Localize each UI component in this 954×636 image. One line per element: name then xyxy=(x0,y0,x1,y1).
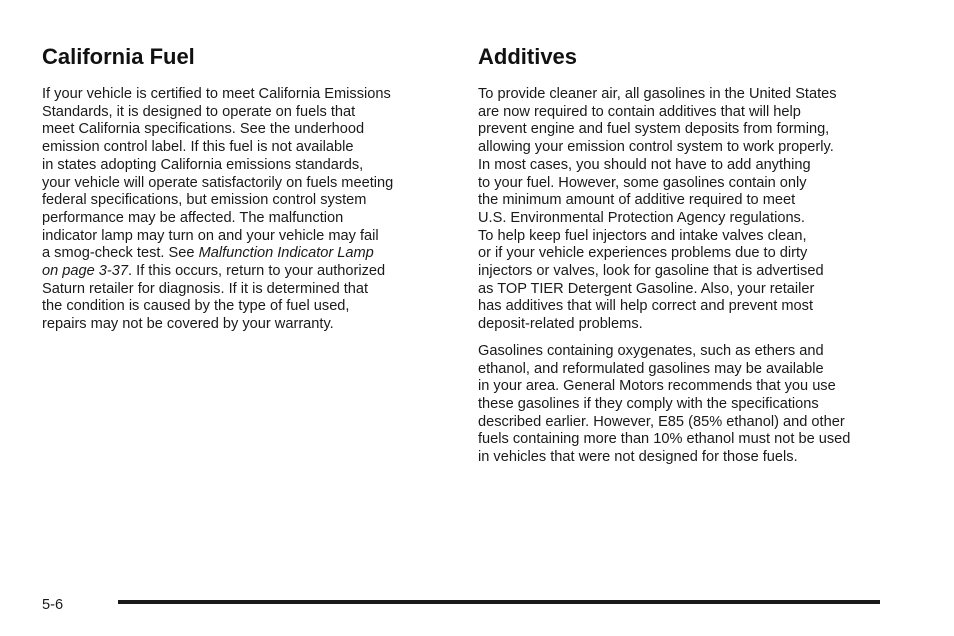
text-line: injectors or valves, look for gasoline that is advertised xyxy=(478,263,824,280)
left-column xyxy=(42,44,442,334)
text-line: in your area. General Motors recommends that you use xyxy=(478,378,836,395)
text-line: described earlier. However, E85 (85% ethanol) and other xyxy=(478,413,845,430)
text-line: If your vehicle is certified to meet California Emissions xyxy=(42,86,391,102)
text-line: federal specifications, but emission control system xyxy=(42,192,367,209)
text-line: Standards, it is designed to operate on fuels that xyxy=(42,103,356,120)
reference-lead-text: a smog-check test. See xyxy=(42,245,199,262)
text-line: in vehicles that were not designed for those fuels. xyxy=(478,449,798,466)
text-line: repairs may not be covered by your warranty. xyxy=(42,316,334,333)
text-line: are now required to contain additives that will help xyxy=(478,103,801,120)
right-column xyxy=(478,44,888,467)
text-line: Saturn retailer for diagnosis. If it is determined that xyxy=(42,280,369,297)
section-heading-california-fuel: California Fuel xyxy=(42,44,195,69)
reference-trail-text: . If this occurs, return to your authorized xyxy=(128,263,386,280)
text-line: your vehicle will operate satisfactorily on fuels meeting xyxy=(42,174,394,191)
text-line: prevent engine and fuel system deposits from forming, xyxy=(478,121,830,138)
text-line: these gasolines if they comply with the specifications xyxy=(478,395,819,412)
cross-reference-link[interactable]: Malfunction Indicator Lamp xyxy=(198,245,374,262)
text-line: performance may be affected. The malfunction xyxy=(42,209,344,226)
page-number: 5-6 xyxy=(42,597,64,613)
text-line: or if your vehicle experiences problems due to dirty xyxy=(478,245,808,262)
text-line: U.S. Environmental Protection Agency regulations. xyxy=(478,209,805,226)
text-line: the minimum amount of additive required to meet xyxy=(478,192,796,209)
california-fuel-paragraph xyxy=(42,86,442,334)
text-line-with-reference xyxy=(42,263,442,281)
text-line: In most cases, you should not have to add anything xyxy=(478,156,811,173)
section-heading-additives: Additives xyxy=(478,44,578,69)
additives-paragraph-2 xyxy=(478,343,888,467)
text-line: Gasolines containing oxygenates, such as ethers and xyxy=(478,342,824,359)
text-line: To help keep fuel injectors and intake valves clean, xyxy=(478,227,807,244)
text-line: in states adopting California emissions standards, xyxy=(42,156,364,173)
text-line: to your fuel. However, some gasolines contain only xyxy=(478,174,807,191)
text-line-with-reference xyxy=(42,245,442,263)
text-line: meet California specifications. See the underhood xyxy=(42,121,365,138)
text-line: deposit-related problems. xyxy=(478,316,643,333)
text-line: the condition is caused by the type of fuel used, xyxy=(42,298,350,315)
text-line: indicator lamp may turn on and your vehicle may fail xyxy=(42,227,379,244)
text-line: To provide cleaner air, all gasolines in the United States xyxy=(478,86,837,102)
footer-rule xyxy=(118,600,880,604)
text-line: emission control label. If this fuel is not available xyxy=(42,139,354,156)
text-line: ethanol, and reformulated gasolines may be available xyxy=(478,360,824,377)
text-line: has additives that will help correct and prevent most xyxy=(478,298,814,315)
cross-reference-page[interactable]: on page 3-37 xyxy=(42,263,129,280)
text-line: as TOP TIER Detergent Gasoline. Also, your retailer xyxy=(478,280,815,297)
text-line: fuels containing more than 10% ethanol must not be used xyxy=(478,431,851,448)
text-line: allowing your emission control system to work properly. xyxy=(478,139,834,156)
additives-paragraph-1 xyxy=(478,86,888,334)
